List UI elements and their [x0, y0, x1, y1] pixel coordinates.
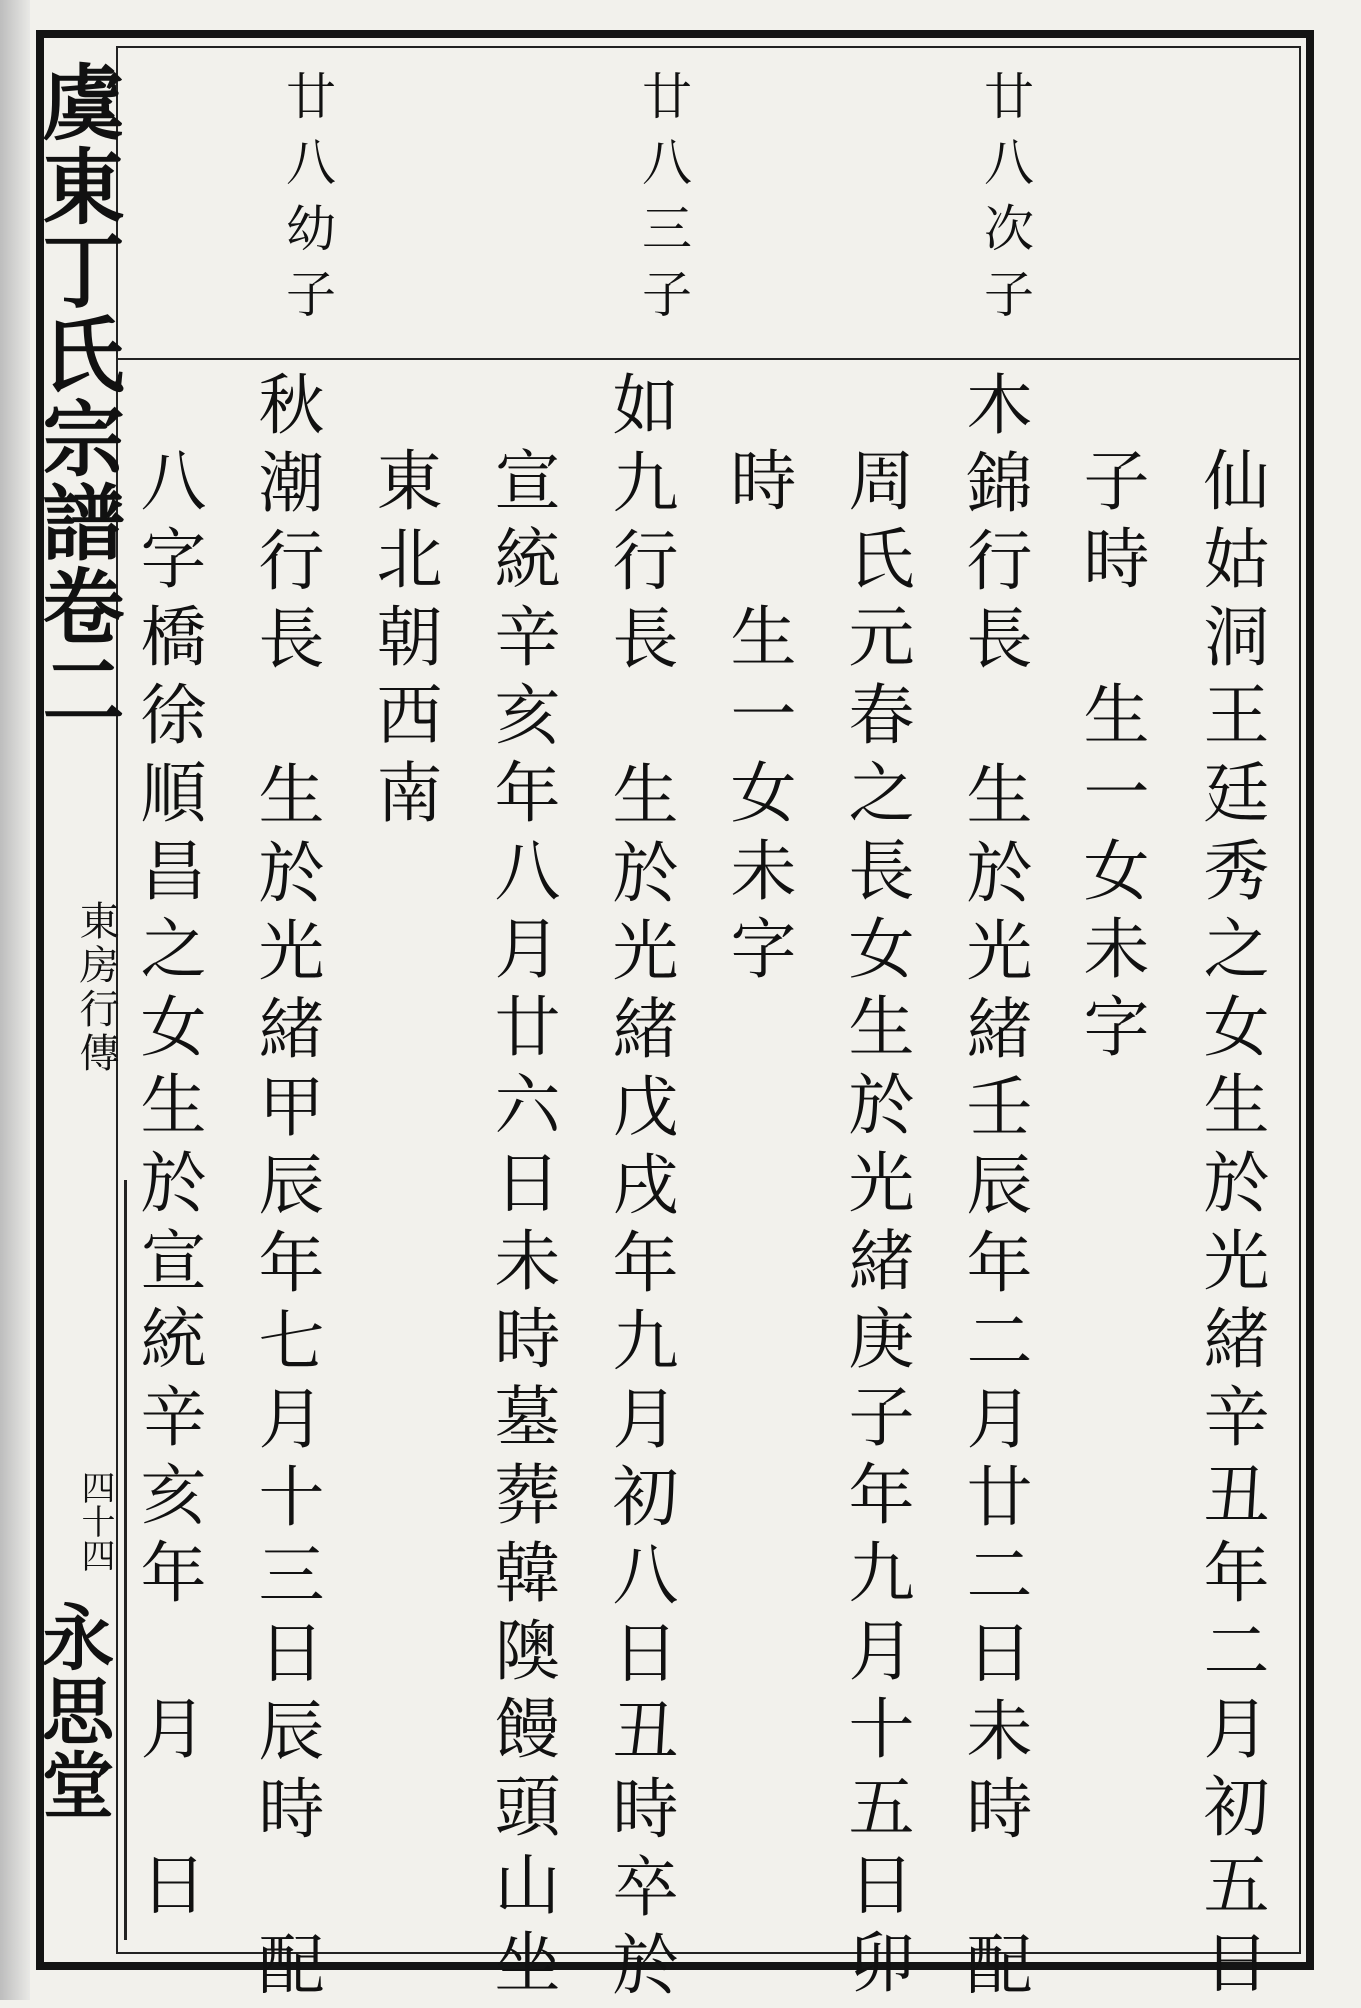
book-binding-edge [0, 0, 30, 2000]
text-column-7: 宣統辛亥年八月廿六日未時墓葬韓隩饅頭山坐 [483, 446, 560, 2006]
header-third-son: 廿八三子 [634, 70, 692, 334]
text-column-9: 秋潮行長 生於光緒甲辰年七月十三日辰時 配 [247, 370, 324, 2008]
text-column-4: 周氏元春之長女生於光緒庚子年九月十五日卯 [837, 446, 914, 2006]
section-label: 東房行傳 [73, 900, 119, 1076]
text-column-10: 八字橋徐順昌之女生於宣統辛亥年 月 日 [129, 446, 206, 1928]
text-column-1: 仙姑洞王廷秀之女生於光緒辛丑年二月初五日 [1192, 446, 1269, 2006]
genealogy-title: 虞東丁氏宗譜 [29, 60, 125, 564]
volume-label: 卷二 [29, 564, 125, 732]
text-column-3: 木錦行長 生於光緒壬辰年二月廿二日未時 配 [955, 370, 1032, 2008]
text-column-5: 時 生一女未字 [719, 446, 796, 992]
page-number: 四十四 [75, 1470, 115, 1572]
header-divider [116, 358, 1301, 360]
text-column-6: 如九行長 生於光緒戊戌年九月初八日丑時卒於 [601, 370, 678, 2008]
header-second-son: 廿八次子 [976, 70, 1034, 334]
header-youngest-son: 廿八幼子 [278, 70, 336, 334]
banxin-title [29, 60, 125, 732]
text-column-8: 東北朝西南 [365, 446, 442, 836]
text-column-2: 子時 生一女未字 [1072, 446, 1149, 1070]
hall-name: 永思堂 [30, 1600, 115, 1822]
banxin-rule [124, 1180, 127, 1940]
